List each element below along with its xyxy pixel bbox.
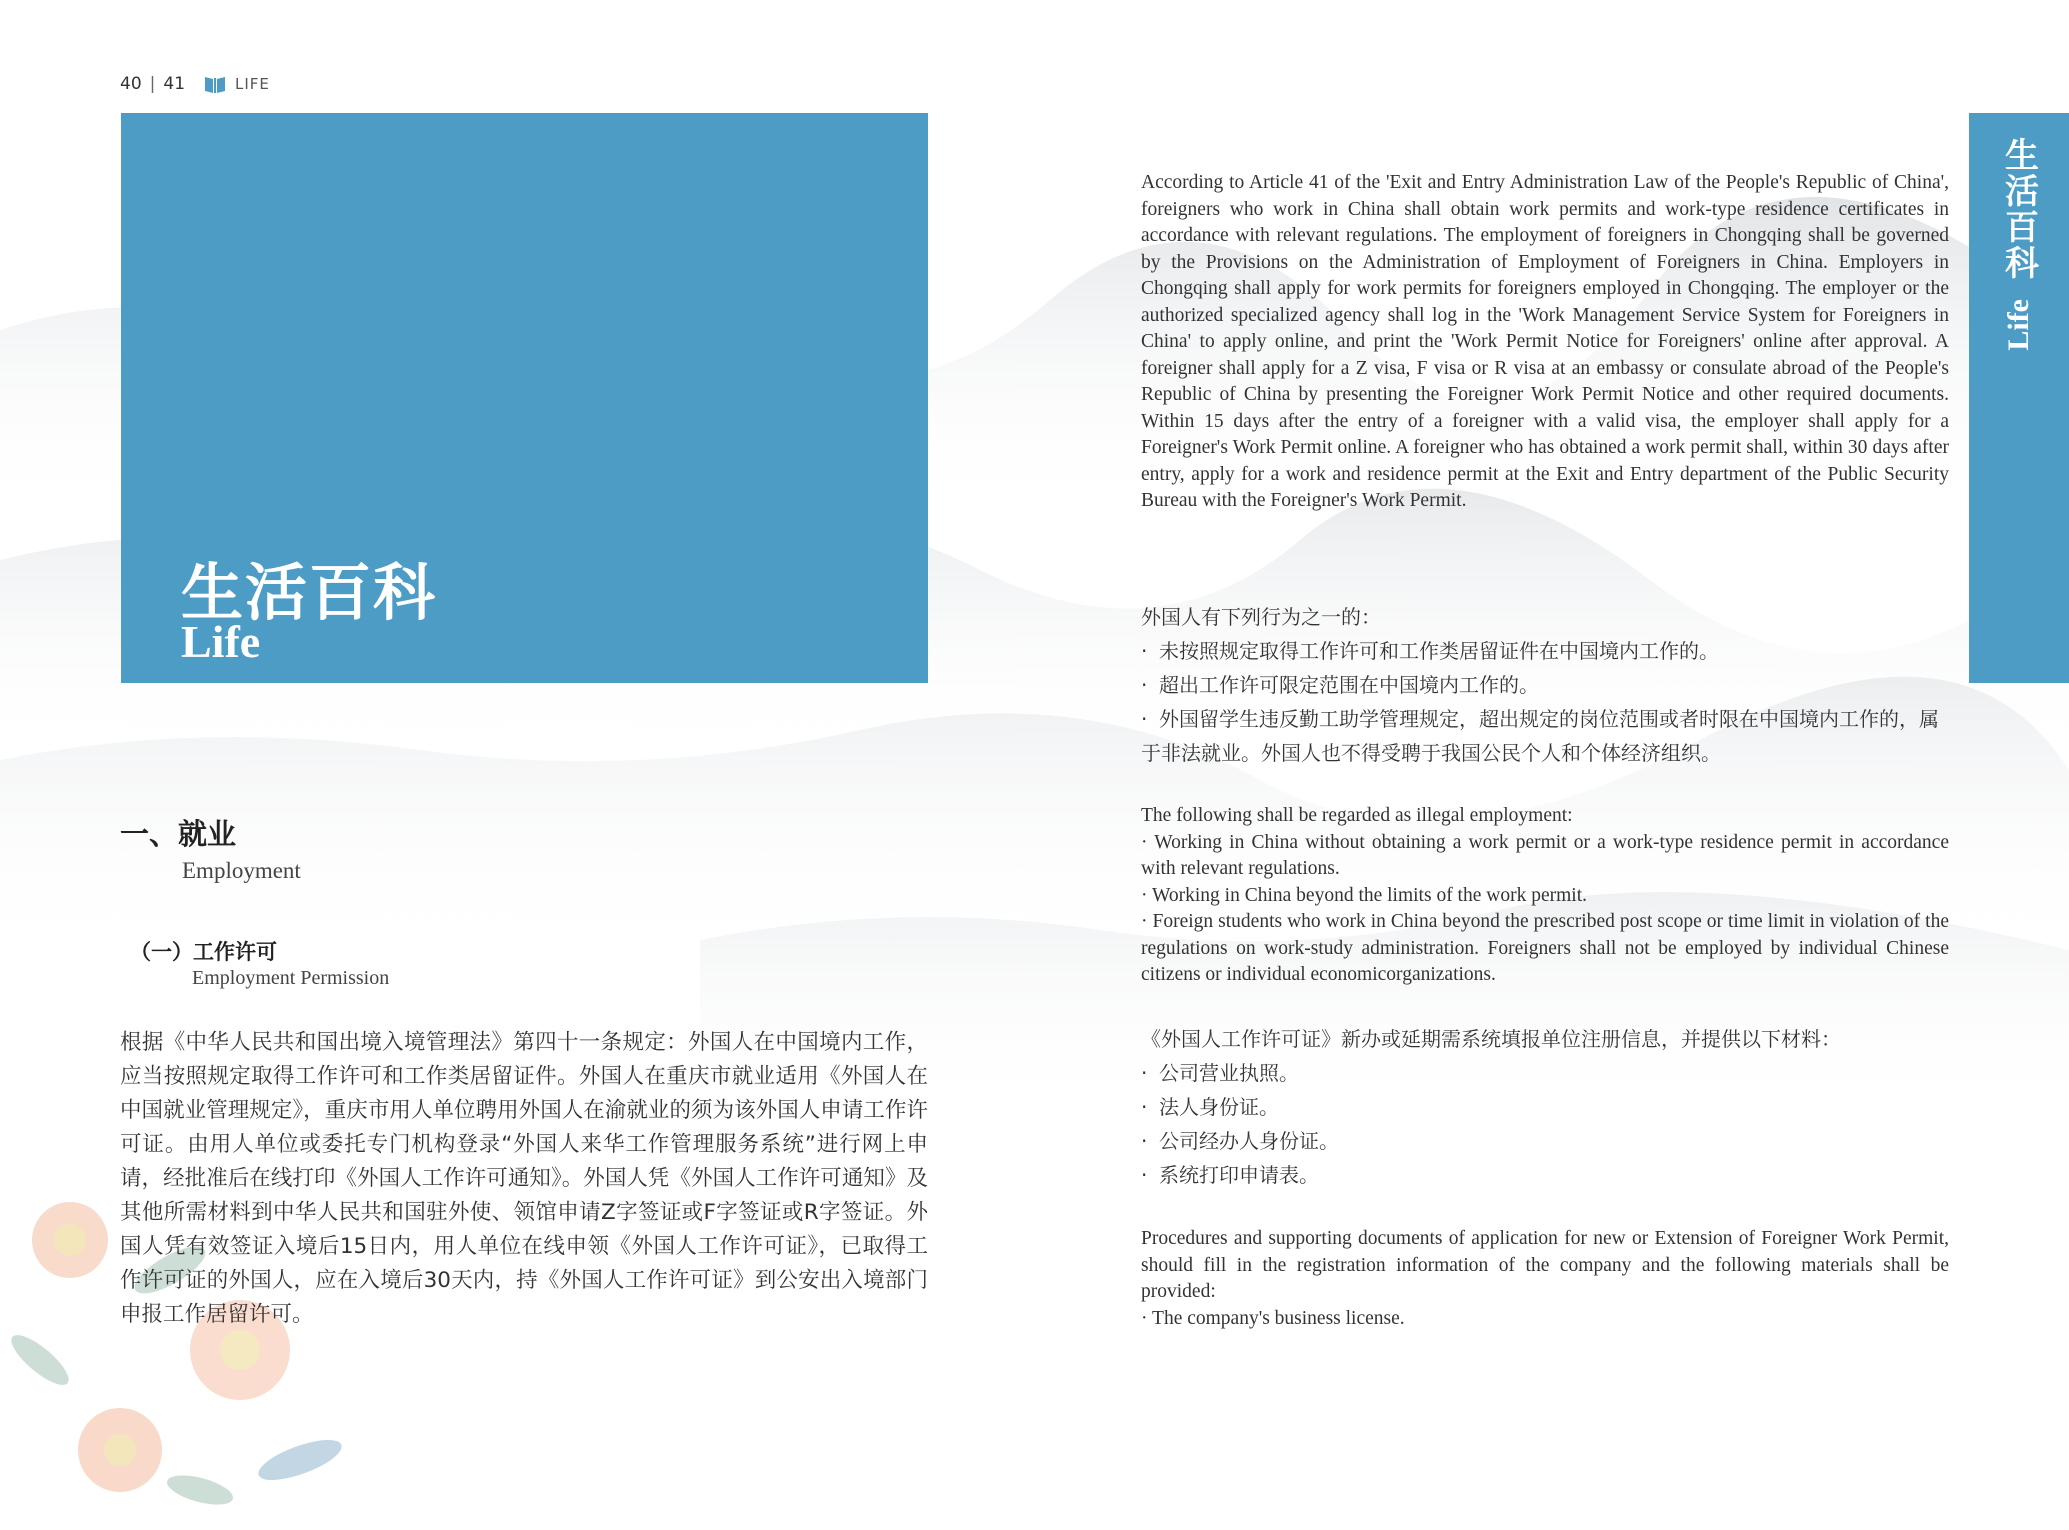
page-separator: | [149, 74, 156, 94]
list-item: · 超出工作许可限定范围在中国境内工作的。 [1141, 673, 1539, 697]
list-item: · 公司经办人身份证。 [1141, 1129, 1339, 1153]
section-title: 一、就业 [120, 817, 237, 851]
hero-title-cn: 生活百科 [181, 556, 438, 629]
employment-permission-body-cn: 根据《中华人民共和国出境入境管理法》第四十一条规定：外国人在中国境内工作，应当按照规定取得工作许可和工作类居留证件。外国人在重庆市就业适用《外国人在中国就业管理规定》，重庆市用人单位聘用外国人在渝就业的须为该外国人申请工作许可证。由用人单位或委托专门机构登录“外国人来华工作管理服务系统”进行网上申请，经批准后在线打印《外国人工作许可通知》。外国人凭《外国人工作许可通知》及其他所需材料到中华人民共和国驻外使、领馆申请Z字签证或F字签证或R字签证。外国人凭有效签证入境后15日内，用人单位在线申领《外国人工作许可证》，已取得工作许可证的外国人，应在入境后30天内，持《外国人工作许可证》到公安出入境部门申报工作居留许可。 [120, 1030, 928, 1327]
required-materials-en [1141, 1226, 1949, 1332]
list-item: · The company's business license. [1141, 1307, 1405, 1329]
section-subtitle: Employment [182, 858, 301, 883]
illegal-employment-cn-intro: 外国人有下列行为之一的： [1141, 605, 1381, 629]
subsection-subtitle: Employment Permission [192, 967, 390, 989]
required-materials-cn-intro: 《外国人工作许可证》新办或延期需系统填报单位注册信息，并提供以下材料： [1141, 1027, 1841, 1051]
list-item: · Working in China without obtaining a work permit or a work-type residence permit in accordance with relevant regulations. [1141, 831, 1949, 879]
hero-title-en: Life [181, 616, 261, 667]
list-item: · 公司营业执照。 [1141, 1061, 1299, 1085]
list-item: · 法人身份证。 [1141, 1095, 1279, 1119]
subsection-title: （一）工作许可 [130, 940, 277, 964]
list-item: · 未按照规定取得工作许可和工作类居留证件在中国境内工作的。 [1141, 639, 1719, 663]
book-icon [203, 74, 227, 94]
header-section-word: LIFE [235, 75, 270, 93]
required-materials-en-intro: Procedures and supporting documents of application for new or Extension of Foreigner Work Permit, should fill in the registration information of the company and the following materials shall be provided: [1141, 1228, 1949, 1302]
side-tab-title-cn: 生活百科 [1998, 137, 2039, 281]
hero-banner [121, 113, 928, 683]
page-header [120, 74, 270, 94]
illegal-employment-en-intro: The following shall be regarded as illegal employment: [1141, 805, 1573, 826]
list-item: · 系统打印申请表。 [1141, 1163, 1319, 1187]
illegal-employment-cn [1141, 600, 1949, 770]
page-number-right: 41 [163, 74, 186, 94]
list-item: · Foreign students who work in China beyond the prescribed post scope or time limit in violation of the regulations on work-study administration. Foreigners shall not be employed by individual Chinese citizens or individual economicorganizations. [1141, 911, 1949, 985]
side-tab [1969, 113, 2069, 683]
employment-permission-body-en: According to Article 41 of the 'Exit and Entry Administration Law of the People's Republic of China', foreigners who work in China shall obtain work permits and work-type residence certificates in accordance with relevant regulations. The employment of foreigners in Chongqing shall be governed by the Provisions on the Administration of Employment of Foreigners in China. Employers in Chongqing shall apply for work permits for foreigners employed in Chongqing. The employer or the authorized specialized agency shall log in the 'Work Management Service System for Foreigners in China' to apply online, and print the 'Work Permit Notice for Foreigners' online after approval. A foreigner shall apply for a Z visa, F visa or R visa at an embassy or consulate abroad of the People's Republic of China by presenting the Foreigner Work Permit Notice and other required documents. Within 15 days after the entry of a foreigner with a valid visa, the employer shall apply for a Foreigner's Work Permit online. A foreigner who has obtained a work permit shall, within 30 days after entry, apply for a work and residence permit at the Exit and Entry department of the Public Security Bureau with the Foreigner's Work Permit. [1141, 172, 1949, 511]
side-tab-title-en: Life [2002, 299, 2035, 351]
page-number-left: 40 [120, 74, 142, 94]
list-item: · 外国留学生违反勤工助学管理规定，超出规定的岗位范围或者时限在中国境内工作的，属于非法就业。外国人也不得受聘于我国公民个人和个体经济组织。 [1141, 707, 1939, 765]
list-item: · Working in China beyond the limits of the work permit. [1141, 884, 1587, 906]
required-materials-cn [1141, 1022, 1949, 1192]
illegal-employment-en [1141, 803, 1949, 989]
